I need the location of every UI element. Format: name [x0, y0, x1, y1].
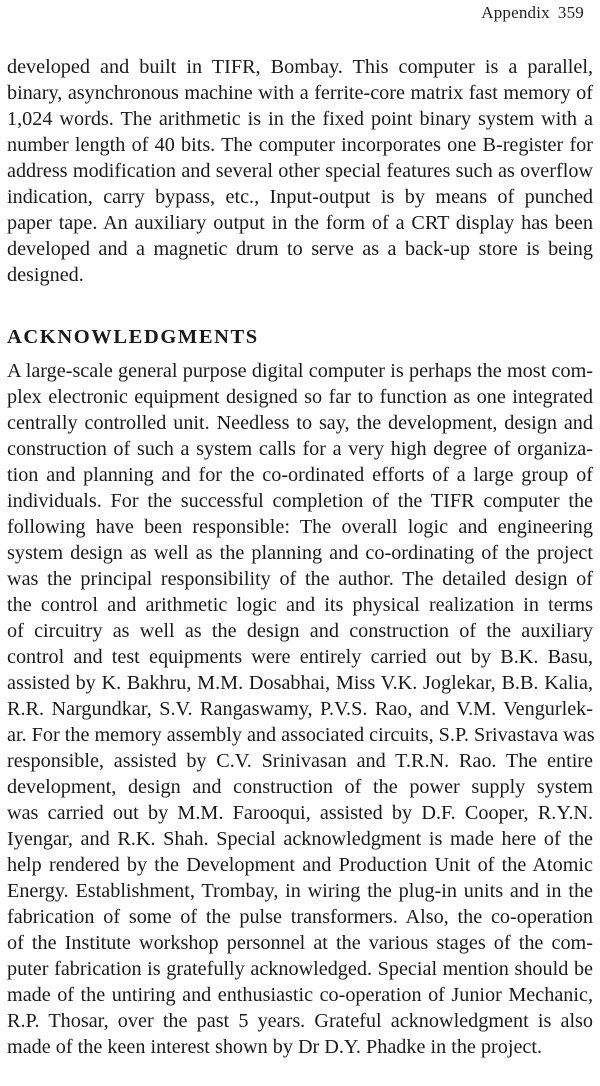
page-body — [7, 54, 593, 1060]
text-line: designed. — [7, 264, 84, 286]
text-line: individuals. For the successful completion of the TIFR computer the — [7, 490, 593, 512]
text-line: ar. For the memory assembly and associated circuits, S.P. Srivastava was — [7, 724, 595, 746]
text-line: A large-scale general purpose digital computer is perhaps the most com- — [7, 360, 593, 382]
text-line: 1,024 words. The arithmetic is in the fixed point binary system with a — [7, 108, 593, 130]
text-line: of the Institute workshop personnel at the various stages of the com- — [7, 932, 593, 954]
text-line: assisted by K. Bakhru, M.M. Dosabhai, Miss V.K. Joglekar, B.B. Kalia, — [7, 672, 593, 694]
intro-paragraph — [7, 54, 593, 288]
text-line: following have been responsible: The overall logic and engineering — [7, 516, 593, 538]
text-line: construction of such a system calls for a very high degree of organiza- — [7, 438, 593, 460]
text-line: made of the untiring and enthusiastic co-operation of Junior Mechanic, — [7, 984, 593, 1006]
acknowledgments-paragraph — [7, 358, 593, 1060]
text-line: puter fabrication is gratefully acknowledged. Special mention should be — [7, 958, 593, 980]
text-line: address modification and several other special features such as overflow — [7, 160, 593, 182]
text-line: system design as well as the planning and co-ordinating of the project — [7, 542, 593, 564]
text-line: developed and built in TIFR, Bombay. This computer is a parallel, — [7, 56, 593, 78]
running-head-section: Appendix — [481, 3, 550, 22]
text-line: paper tape. An auxiliary output in the form of a CRT display has been — [7, 212, 593, 234]
text-line: of circuitry as well as the design and construction of the auxiliary — [7, 620, 593, 642]
text-line: Energy. Establishment, Trombay, in wiring the plug-in units and in the — [7, 880, 593, 902]
text-line: number length of 40 bits. The computer incorporates one B-register for — [7, 134, 593, 156]
text-line: responsible, assisted by C.V. Srinivasan and T.R.N. Rao. The entire — [7, 750, 593, 772]
text-line: tion and planning and for the co-ordinated efforts of a large group of — [7, 464, 593, 486]
text-line: R.P. Thosar, over the past 5 years. Grateful acknowledgment is also — [7, 1010, 593, 1032]
running-head — [481, 3, 584, 23]
page-number: 359 — [557, 3, 584, 22]
text-line: control and test equipments were entirely carried out by B.K. Basu, — [7, 646, 593, 668]
text-line: R.R. Nargundkar, S.V. Rangaswamy, P.V.S. Rao, and V.M. Vengurlek- — [7, 698, 593, 720]
text-line: the control and arithmetic logic and its physical realization in terms — [7, 594, 593, 616]
section-heading: ACKNOWLEDGMENTS — [7, 326, 259, 348]
text-line: indication, carry bypass, etc., Input-output is by means of punched — [7, 186, 593, 208]
text-line: help rendered by the Development and Production Unit of the Atomic — [7, 854, 593, 876]
text-line: developed and a magnetic drum to serve as a back-up store is being — [7, 238, 593, 260]
text-line: development, design and construction of the power supply system — [7, 776, 593, 798]
text-line: fabrication of some of the pulse transformers. Also, the co-operation — [7, 906, 593, 928]
text-line: plex electronic equipment designed so far to function as one integrated — [7, 386, 593, 408]
text-line: was the principal responsibility of the author. The detailed design of — [7, 568, 593, 590]
text-line: made of the keen interest shown by Dr D.Y. Phadke in the project. — [7, 1036, 543, 1058]
text-line: was carried out by M.M. Farooqui, assisted by D.F. Cooper, R.Y.N. — [7, 802, 593, 824]
text-line: centrally controlled unit. Needless to say, the development, design and — [7, 412, 593, 434]
text-line: Iyengar, and R.K. Shah. Special acknowledgment is made here of the — [7, 828, 593, 850]
text-line: binary, asynchronous machine with a ferrite-core matrix fast memory of — [7, 82, 593, 104]
